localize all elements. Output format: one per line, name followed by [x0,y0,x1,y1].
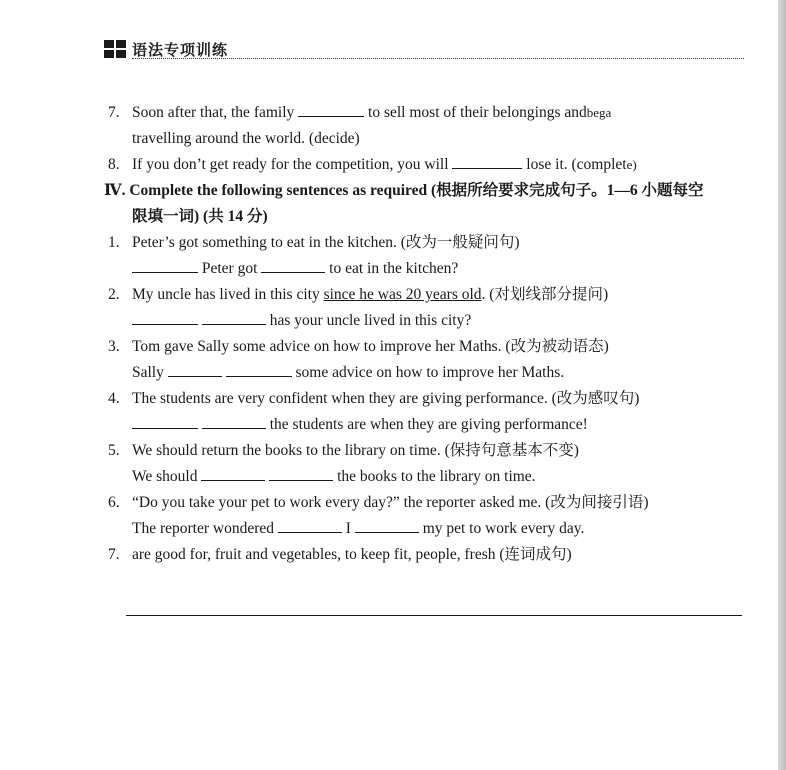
header [104,38,744,62]
answer-blank[interactable] [226,360,292,377]
question-number: 6. [108,494,120,511]
book-logo-icon [104,40,126,60]
answer-blank[interactable] [202,308,266,325]
question-line: 6. “Do you take your pet to work every day?” the reporter asked me. (改为间接引语) [108,490,758,516]
section-instruction-cont: 限填一词) (共 14 分) [132,208,268,225]
answer-blank[interactable] [201,464,265,481]
answer-line: The reporter wondered I my pet to work every day. [108,516,758,542]
page-edge-shadow [778,0,786,770]
section-instruction: Complete the following sentences as required (根据所给要求完成句子。1—6 小题每空 [129,182,704,199]
answer-blank[interactable] [132,308,198,325]
section-number: Ⅳ. [104,182,126,199]
question-number: 8. [108,156,120,173]
answer-blank[interactable] [132,412,198,429]
question-line: 4. The students are very confident when they are giving performance. (改为感叹句) [108,386,758,412]
question-line: 3. Tom gave Sally some advice on how to improve her Maths. (改为被动语态) [108,334,758,360]
question-number: 4. [108,390,120,407]
question-line: 8. If you don’t get ready for the competition, you will lose it. (complete) [108,152,758,178]
section-heading [104,178,758,204]
answer-blank[interactable] [261,256,325,273]
answer-blank[interactable] [269,464,333,481]
question-line: 1. Peter’s got something to eat in the kitchen. (改为一般疑问句) [108,230,758,256]
question-number: 5. [108,442,120,459]
question-continuation: travelling around the world. (decide) [132,130,360,147]
answer-blank[interactable] [278,516,342,533]
answer-blank[interactable] [298,100,364,117]
question-line: 7. are good for, fruit and vegetables, to keep fit, people, fresh (连词成句) [108,542,758,568]
question-number: 3. [108,338,120,355]
answer-line: Peter got to eat in the kitchen? [108,256,758,282]
header-title: 语法专项训练 [132,41,229,59]
answer-line: We should the books to the library on time. [108,464,758,490]
answer-blank[interactable] [202,412,266,429]
answer-line: has your uncle lived in this city? [108,308,758,334]
question-line: 5. We should return the books to the library on time. (保持句意基本不变) [108,438,758,464]
header-divider [132,58,744,59]
answer-line: the students are when they are giving performance! [108,412,758,438]
question-number: 2. [108,286,120,303]
question-line: 7. Soon after that, the family to sell most of their belongings andbega [108,100,758,126]
worksheet-content [104,100,758,568]
question-number: 7. [108,546,120,563]
answer-blank[interactable] [132,256,198,273]
answer-line: Sally some advice on how to improve her Maths. [108,360,758,386]
answer-blank[interactable] [168,360,222,377]
underlined-phrase: since he was 20 years old [323,286,482,303]
question-number: 7. [108,104,120,121]
question-number: 1. [108,234,120,251]
question-line: 2. My uncle has lived in this city since he was 20 years old. (对划线部分提问) [108,282,758,308]
answer-blank[interactable] [452,152,522,169]
answer-blank[interactable] [355,516,419,533]
answer-writing-line[interactable] [126,615,742,616]
